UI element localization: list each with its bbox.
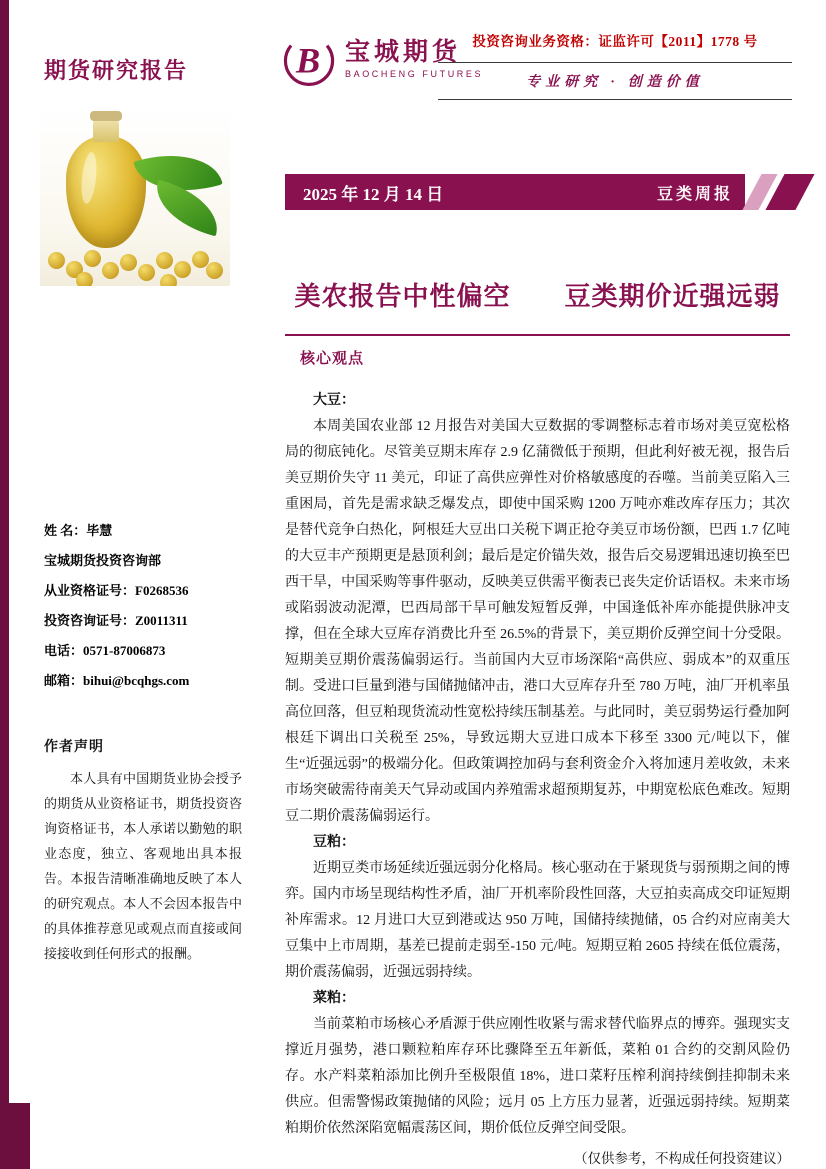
oil-bottle-icon (66, 136, 146, 248)
baocheng-logo-icon (280, 30, 338, 88)
section-heading-rapeseed-meal: 菜粕： (313, 991, 355, 1006)
header-right (438, 30, 792, 100)
date-banner-bar (285, 174, 745, 210)
author-statement (44, 736, 242, 966)
author-name: 姓 名：毕慧 (44, 523, 113, 538)
date-banner (285, 174, 805, 210)
report-date: 2025 年 12 月 14 日 (303, 184, 444, 204)
soybean (206, 262, 223, 279)
author-department: 宝城期货投资咨询部 (44, 553, 162, 568)
author-phone: 电话：0571-87006873 (44, 643, 166, 658)
section-heading-soymeal: 豆粕： (313, 835, 355, 850)
page-title: 美农报告中性偏空 豆类期价近强远弱 (294, 282, 781, 311)
slogan-box (438, 62, 792, 100)
soybean (102, 262, 119, 279)
report-series-tag: 豆类周报 (656, 185, 733, 203)
author-email: 邮箱：bihui@bcqhgs.com (44, 673, 190, 688)
disclaimer-footnote: （仅供参考，不构成任何投资建议） (574, 1151, 790, 1166)
logo-en-text: BAOCHENG FUTURES (345, 68, 484, 79)
product-photo (40, 108, 230, 286)
report-body (285, 388, 790, 1169)
author-info (44, 516, 244, 696)
section-heading-soybean: 大豆： (313, 393, 355, 408)
soybean (160, 274, 177, 286)
section-body-soybean: 本周美国农业部 12 月报告对美国大豆数据的零调整标志着市场对美豆宽松格局的彻底钝化。尽管美豆期末库存 2.9 亿蒲微低于预期，但此利好被无视，报告后美豆期价失守 11 美元，印证了高供应弹性对价格敏感度的吞噬。当前美豆陷入三重困局，首先是需求缺乏爆发点，即使中国采购 1200 万吨亦难改库存压力；其次是替代竞争白热化，阿根廷大豆出口关税下调正抢夺美豆市场份额，巴西 1.7 亿吨的大豆丰产预期更是悬顶利剑；最后是定价锚失效，报告后交易逻辑迅速切换至巴西干旱，中国采购等事件驱动，反映美豆供需平衡表已丧失定价话语权。未来市场或陷弱波动泥潭，巴西局部干旱可触发短暂反弹，中国逢低补库亦能提供脉冲支撑，但在全球大豆库存消费比升至 26.5%的背景下，美豆期价反弹空间十分受限。短期美豆期价震荡偏弱运行。当前国内大豆市场深陷“高供应、弱成本”的双重压制。受进口巨量到港与国储抛储冲击，港口大豆库存升至 780 万吨，油厂开机率虽高位回落，但豆粕现货流动性宽松持续压制基差。与此同时，美豆弱势运行叠加阿根廷下调出口关税至 25%，导致远期大豆进口成本下移至 3300 元/吨以下，催生“近强远弱”的极端分化。但政策调控加码与套利资金介入将加速月差收敛，未来市场突破需待南美天气异动或国内养殖需求超预期复苏，中期宽松底色难改。短期豆二期价震荡偏弱运行。 (285, 419, 790, 824)
soybean (138, 264, 155, 281)
statement-title: 作者声明 (44, 740, 104, 755)
section-body-rapeseed-meal: 当前菜粕市场核心矛盾源于供应刚性收紧与需求替代临界点的博弈。强现实支撑近月强势，港口颗粒粕库存环比骤降至五年新低，菜粕 01 合约的交割风险仍存。水产料菜粕添加比例升至极限值 18%，进口菜籽压榨利润持续倒挂抑制未来供应。但需警惕政策抛储的风险；远月 05 上方压力显著，近强远弱持续。短期菜粕期价依然深陷宽幅震荡区间，期价低位反弹空间受限。 (285, 1017, 790, 1136)
section-body-soymeal: 近期豆类市场延续近强远弱分化格局。核心驱动在于紧现货与弱预期之间的博弈。国内市场呈现结构性矛盾，油厂开机率阶段性回落，大豆拍卖高成交印证短期补库需求。12 月进口大豆到港或达 950 万吨，国储持续抛储，05 合约对应南美大豆集中上市周期，基差已提前走弱至-150 元/吨。短期豆粕 2605 持续在低位震荡，期价震荡偏弱，近强远弱持续。 (285, 861, 790, 980)
author-practice-cert: 从业资格证号：F0268536 (44, 583, 189, 598)
bottom-left-accent (0, 1103, 30, 1169)
left-accent-strip (0, 0, 9, 1169)
statement-body: 本人具有中国期货业协会授予的期货从业资格证书，期货投资咨询资格证书，本人承诺以勤勉的职业态度，独立、客观地出具本报告。本报告清晰准确地反映了本人的研究观点。本人不会因本报告中的具体推荐意见或观点而直接或间接接收到任何形式的报酬。 (44, 771, 242, 961)
soybean (84, 250, 101, 267)
author-advisory-cert: 投资咨询证号：Z0011311 (44, 613, 188, 628)
qualification-line: 投资咨询业务资格：证监许可【2011】1778 号 (472, 34, 758, 49)
bottle-cap (90, 111, 122, 121)
bottle-neck (93, 118, 119, 142)
title-divider (285, 334, 790, 336)
soybeans-cluster (40, 234, 230, 286)
soybean (48, 252, 65, 269)
report-type-label: 期货研究报告 (44, 58, 189, 83)
soybean (120, 254, 137, 271)
logo-cn-text: 宝城期货 (345, 39, 462, 67)
svg-text:B: B (296, 40, 321, 81)
soybean (156, 252, 173, 269)
soybean (76, 272, 93, 286)
core-viewpoint-label: 核心观点 (300, 351, 365, 367)
slogan-text: 专业研究 · 创造价值 (526, 75, 704, 90)
soybean (174, 261, 191, 278)
